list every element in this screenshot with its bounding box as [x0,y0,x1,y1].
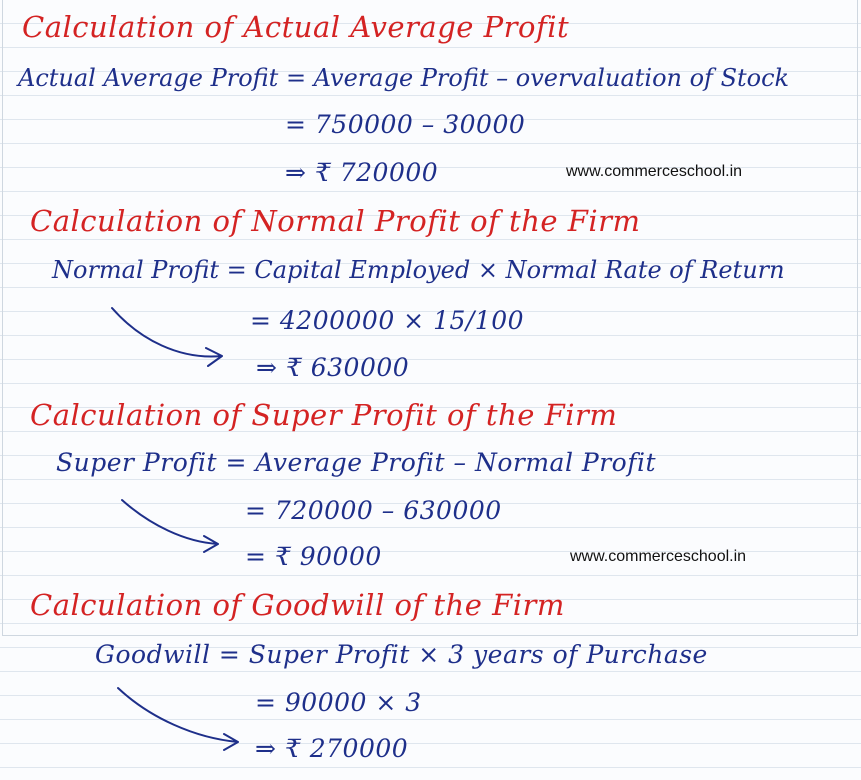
normal-profit-formula: Normal Profit = Capital Employed × Normal Rate of Return [52,256,785,284]
goodwill-step: = 90000 × 3 [255,688,422,717]
normal-profit-result: ⇒ ₹ 630000 [256,353,410,382]
goodwill-result: ⇒ ₹ 270000 [255,734,409,763]
average-profit-result: ⇒ ₹ 720000 [285,158,439,187]
average-profit-step: = 750000 – 30000 [285,110,526,139]
goodwill-formula: Goodwill = Super Profit × 3 years of Purchase [95,640,708,669]
watermark-url-bottom: www.commerceschool.in [570,548,747,565]
normal-profit-heading: Calculation of Normal Profit of the Firm [30,204,641,238]
super-profit-formula: Super Profit = Average Profit – Normal Profit [56,448,657,477]
arrow-normal-profit [112,308,222,366]
normal-profit-step: = 4200000 × 15/100 [250,306,525,335]
arrow-goodwill [118,688,238,750]
super-profit-result: = ₹ 90000 [245,542,382,571]
average-profit-formula: Actual Average Profit = Average Profit – overvaluation of Stock [18,64,790,92]
super-profit-step: = 720000 – 630000 [245,496,502,525]
average-profit-heading: Calculation of Actual Average Profit [22,10,570,44]
watermark-url-top: www.commerceschool.in [566,163,743,180]
arrow-super-profit [122,500,218,552]
goodwill-heading: Calculation of Goodwill of the Firm [30,588,565,622]
super-profit-heading: Calculation of Super Profit of the Firm [30,398,618,432]
